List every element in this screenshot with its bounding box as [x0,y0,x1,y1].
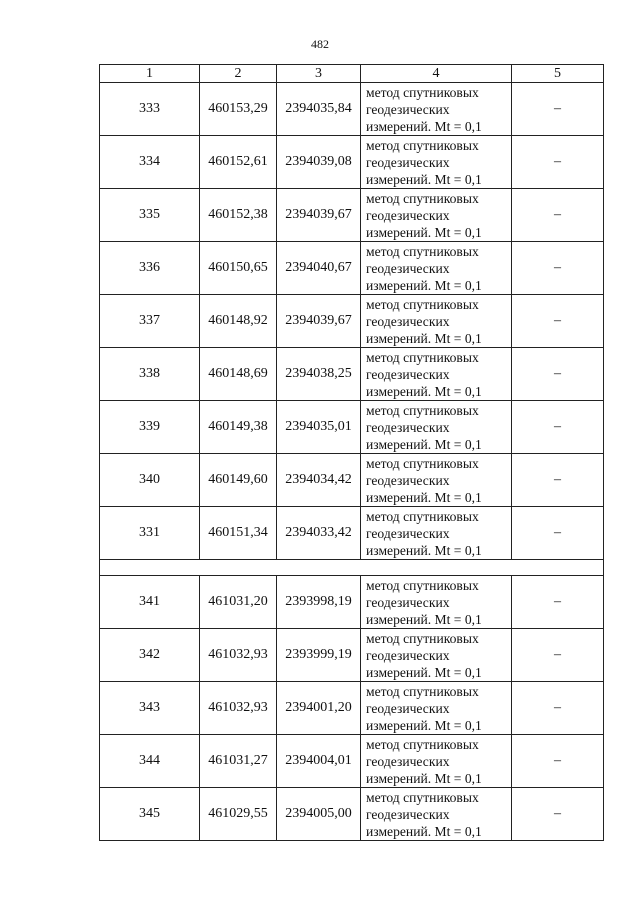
x-coordinate-cell: 461031,27 [200,735,277,788]
column-5-cell: – [512,507,604,560]
point-number-cell: 337 [100,295,200,348]
method-line: метод спутниковых [366,137,479,153]
method-line: геодезических [366,419,450,435]
method-line: геодезических [366,594,450,610]
y-coordinate-cell: 2394040,67 [277,242,361,295]
y-coordinate-cell: 2394035,01 [277,401,361,454]
table-row [100,629,604,682]
method-line: геодезических [366,313,450,329]
x-coordinate-cell: 461029,55 [200,788,277,841]
method-line: геодезических [366,525,450,541]
coordinates-table [99,64,604,841]
method-cell [361,295,512,348]
point-number-cell: 334 [100,136,200,189]
method-line: измерений. Mt = 0,1 [366,770,482,786]
x-coordinate-cell: 460148,92 [200,295,277,348]
x-coordinate-cell: 460153,29 [200,83,277,136]
method-line: метод спутниковых [366,349,479,365]
column-header: 3 [277,65,361,83]
x-coordinate-cell: 460149,60 [200,454,277,507]
method-line: геодезических [366,806,450,822]
table-header-row [100,65,604,83]
table-row [100,576,604,629]
column-5-cell: – [512,682,604,735]
x-coordinate-cell: 461032,93 [200,629,277,682]
method-line: измерений. Mt = 0,1 [366,542,482,558]
column-5-cell: – [512,295,604,348]
point-number-cell: 344 [100,735,200,788]
point-number-cell: 345 [100,788,200,841]
point-number-cell: 333 [100,83,200,136]
point-number-cell: 339 [100,401,200,454]
separator-cell [100,560,604,576]
method-line: метод спутниковых [366,577,479,593]
method-cell [361,83,512,136]
column-header: 1 [100,65,200,83]
column-5-cell: – [512,735,604,788]
column-5-cell: – [512,83,604,136]
x-coordinate-cell: 460151,34 [200,507,277,560]
method-cell [361,189,512,242]
method-line: геодезических [366,101,450,117]
table-row [100,788,604,841]
y-coordinate-cell: 2394039,67 [277,295,361,348]
method-line: метод спутниковых [366,84,479,100]
point-number-cell: 335 [100,189,200,242]
table-row [100,454,604,507]
method-line: метод спутниковых [366,683,479,699]
x-coordinate-cell: 460152,38 [200,189,277,242]
method-line: измерений. Mt = 0,1 [366,717,482,733]
x-coordinate-cell: 461031,20 [200,576,277,629]
method-line: метод спутниковых [366,789,479,805]
method-line: метод спутниковых [366,190,479,206]
table-row [100,242,604,295]
column-5-cell: – [512,576,604,629]
column-header: 5 [512,65,604,83]
y-coordinate-cell: 2394038,25 [277,348,361,401]
table-row [100,189,604,242]
method-cell [361,735,512,788]
method-line: измерений. Mt = 0,1 [366,489,482,505]
point-number-cell: 340 [100,454,200,507]
point-number-cell: 341 [100,576,200,629]
table-row [100,682,604,735]
column-5-cell: – [512,788,604,841]
x-coordinate-cell: 461032,93 [200,682,277,735]
y-coordinate-cell: 2394004,01 [277,735,361,788]
y-coordinate-cell: 2394034,42 [277,454,361,507]
method-line: метод спутниковых [366,402,479,418]
method-line: геодезических [366,753,450,769]
method-line: геодезических [366,700,450,716]
column-5-cell: – [512,189,604,242]
method-line: метод спутниковых [366,455,479,471]
y-coordinate-cell: 2394039,08 [277,136,361,189]
x-coordinate-cell: 460148,69 [200,348,277,401]
method-line: метод спутниковых [366,296,479,312]
method-line: геодезических [366,207,450,223]
method-line: измерений. Mt = 0,1 [366,330,482,346]
column-5-cell: – [512,136,604,189]
method-cell [361,629,512,682]
x-coordinate-cell: 460150,65 [200,242,277,295]
x-coordinate-cell: 460149,38 [200,401,277,454]
method-line: геодезических [366,154,450,170]
method-line: измерений. Mt = 0,1 [366,171,482,187]
method-cell [361,136,512,189]
y-coordinate-cell: 2394035,84 [277,83,361,136]
method-line: измерений. Mt = 0,1 [366,224,482,240]
y-coordinate-cell: 2394033,42 [277,507,361,560]
point-number-cell: 342 [100,629,200,682]
table-row [100,348,604,401]
column-5-cell: – [512,348,604,401]
method-line: измерений. Mt = 0,1 [366,383,482,399]
table-row [100,401,604,454]
method-cell [361,682,512,735]
point-number-cell: 343 [100,682,200,735]
method-line: геодезических [366,472,450,488]
method-cell [361,242,512,295]
x-coordinate-cell: 460152,61 [200,136,277,189]
method-line: геодезических [366,260,450,276]
point-number-cell: 338 [100,348,200,401]
method-line: метод спутниковых [366,736,479,752]
column-5-cell: – [512,629,604,682]
table-body [100,65,604,841]
method-line: измерений. Mt = 0,1 [366,664,482,680]
table-row [100,507,604,560]
page-number: 482 [311,37,329,51]
column-5-cell: – [512,401,604,454]
method-cell [361,576,512,629]
method-cell [361,401,512,454]
separator-row [100,560,604,576]
y-coordinate-cell: 2394005,00 [277,788,361,841]
y-coordinate-cell: 2394001,20 [277,682,361,735]
method-line: измерений. Mt = 0,1 [366,823,482,839]
point-number-cell: 331 [100,507,200,560]
method-cell [361,788,512,841]
column-5-cell: – [512,242,604,295]
method-line: метод спутниковых [366,508,479,524]
table-row [100,735,604,788]
column-5-cell: – [512,454,604,507]
method-line: метод спутниковых [366,630,479,646]
table-row [100,83,604,136]
y-coordinate-cell: 2394039,67 [277,189,361,242]
point-number-cell: 336 [100,242,200,295]
method-cell [361,348,512,401]
method-line: измерений. Mt = 0,1 [366,118,482,134]
method-line: измерений. Mt = 0,1 [366,611,482,627]
column-header: 4 [361,65,512,83]
method-cell [361,507,512,560]
method-line: геодезических [366,366,450,382]
method-line: измерений. Mt = 0,1 [366,436,482,452]
column-header: 2 [200,65,277,83]
method-cell [361,454,512,507]
table-row [100,136,604,189]
table-row [100,295,604,348]
method-line: геодезических [366,647,450,663]
method-line: метод спутниковых [366,243,479,259]
method-line: измерений. Mt = 0,1 [366,277,482,293]
y-coordinate-cell: 2393998,19 [277,576,361,629]
y-coordinate-cell: 2393999,19 [277,629,361,682]
